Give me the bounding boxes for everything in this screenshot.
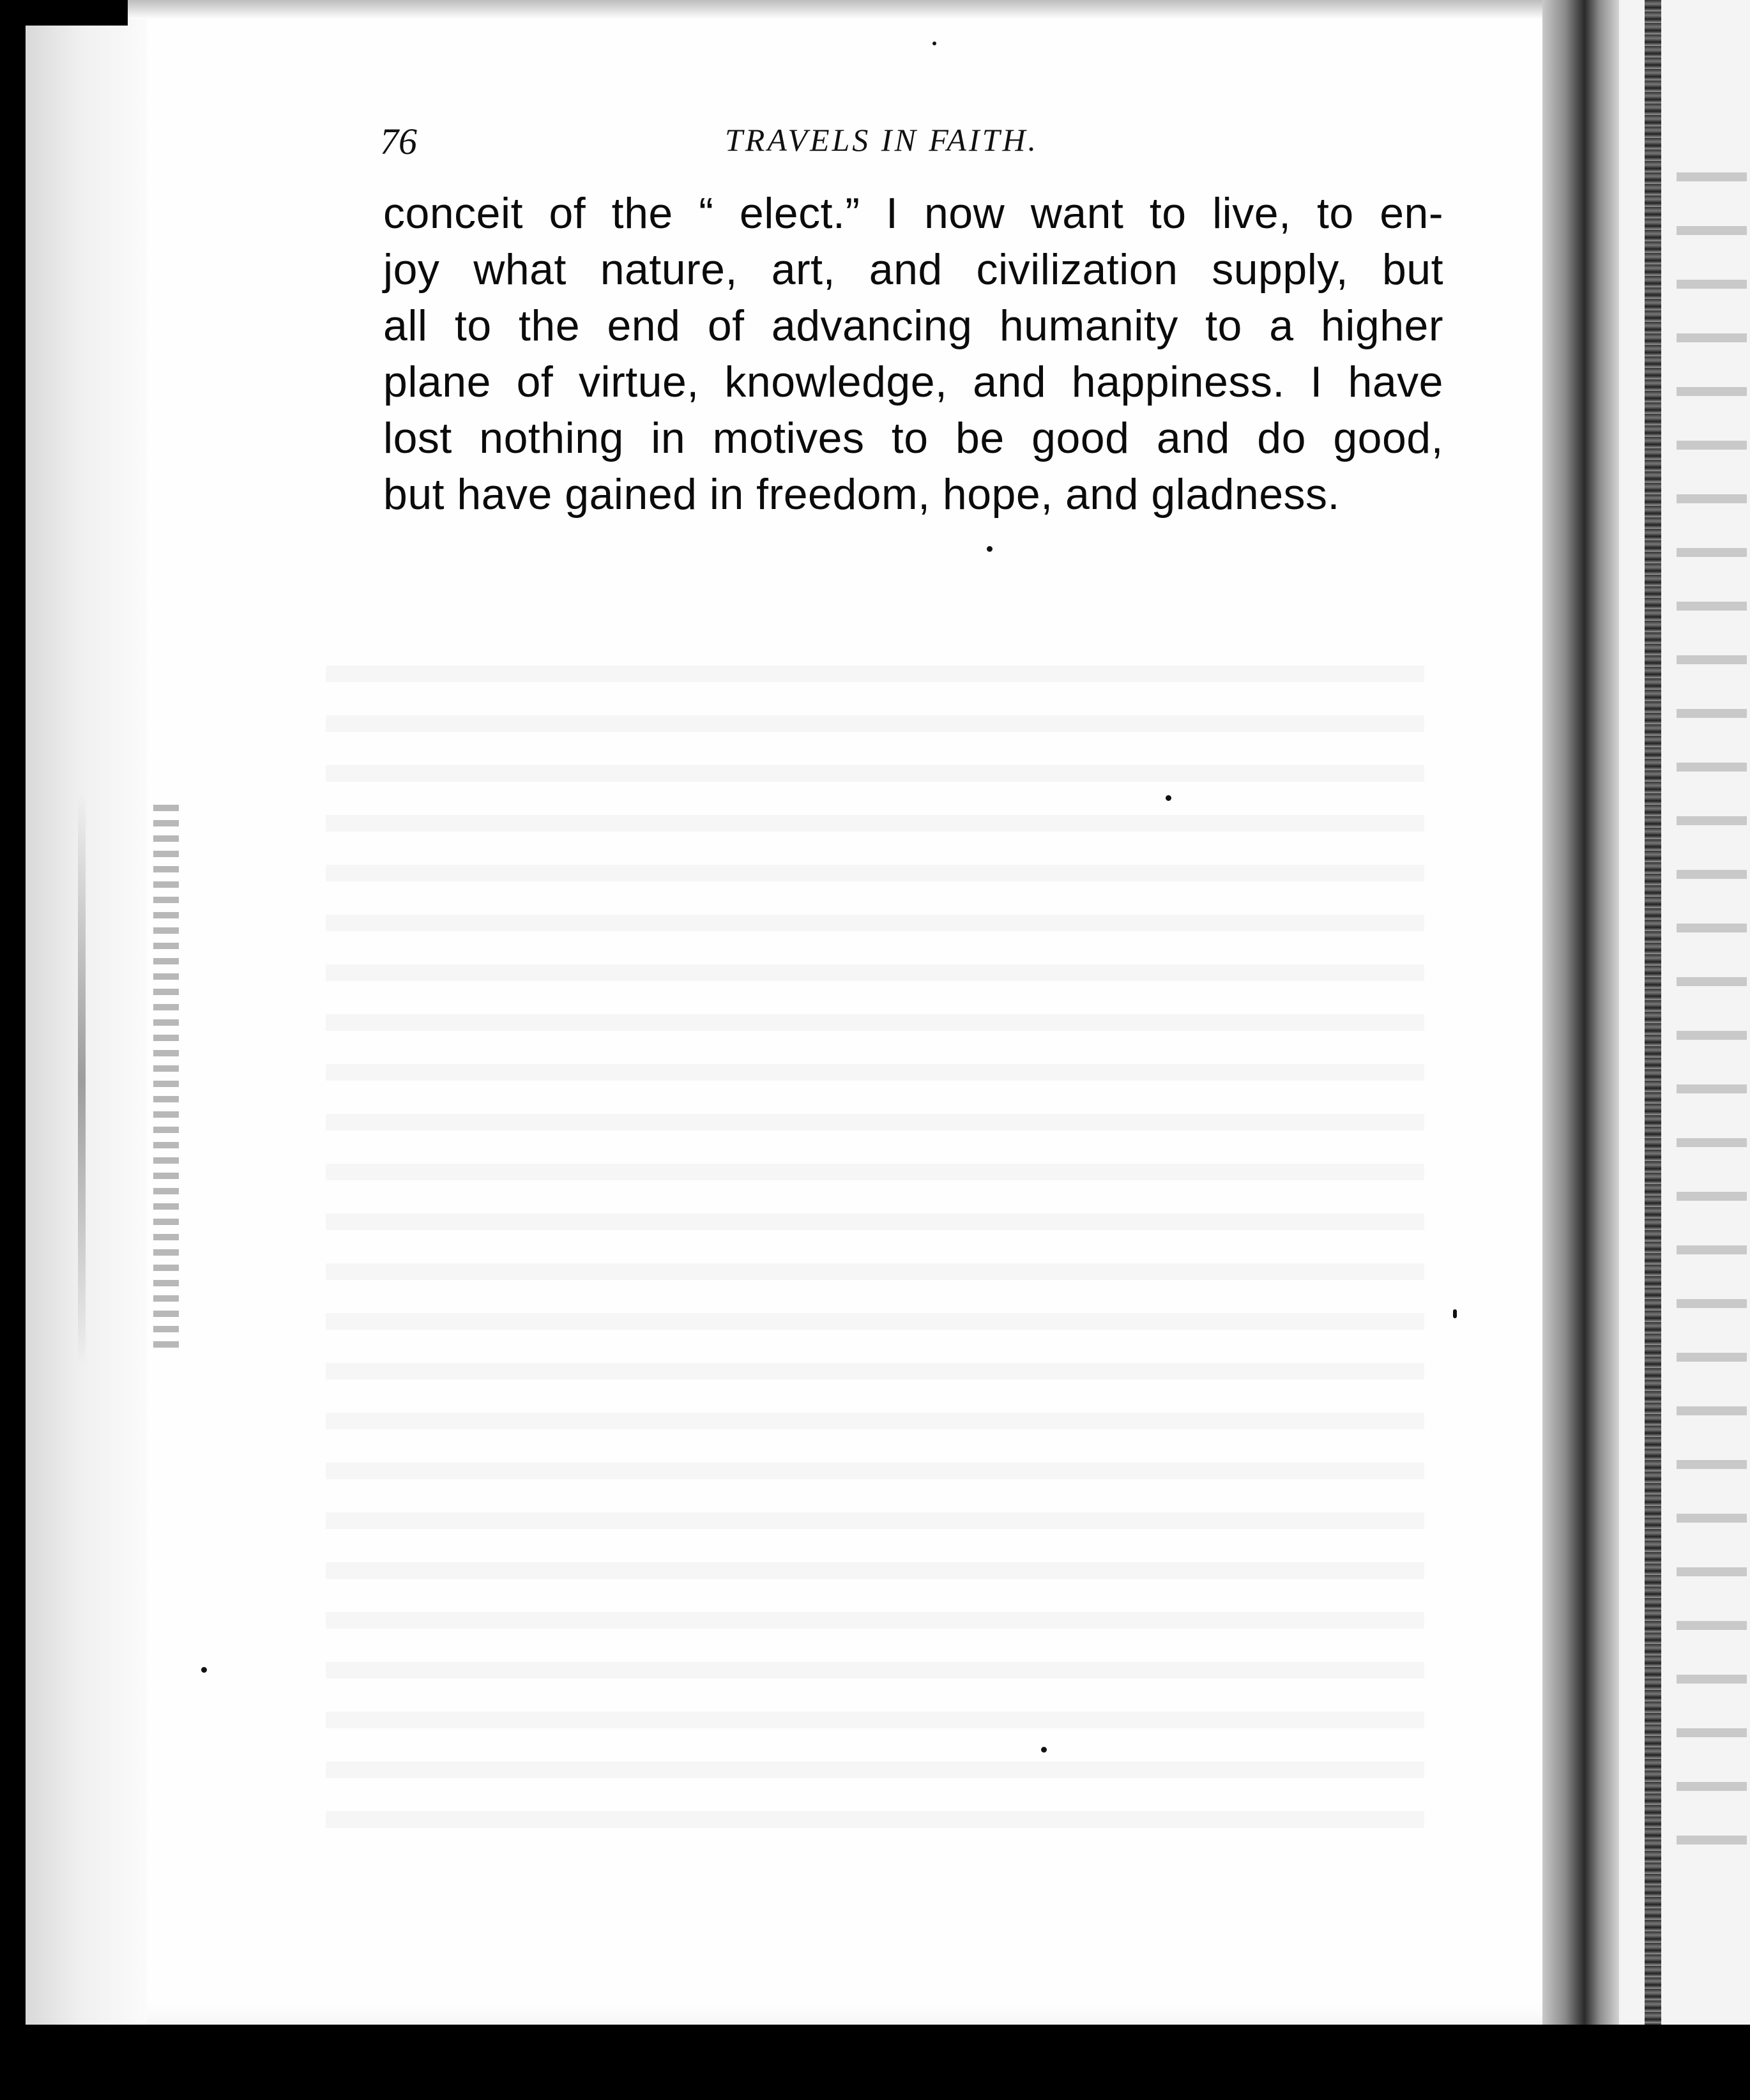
bleed-through-text bbox=[326, 632, 1424, 1846]
text-line: lost nothing in motives to be good and do good, bbox=[383, 414, 1443, 462]
body-paragraph bbox=[383, 185, 1443, 522]
facing-page-text-fragments bbox=[1677, 128, 1747, 1852]
scan-speck bbox=[1041, 1747, 1047, 1753]
facing-page-edge bbox=[1645, 0, 1661, 2025]
text-line: plane of virtue, knowledge, and happiness. I have bbox=[383, 358, 1443, 406]
text-line: conceit of the “ elect.” I now want to live, to en- bbox=[383, 189, 1443, 238]
spine-stamp-mark bbox=[153, 805, 179, 1348]
text-line: but have gained in freedom, hope, and gladness. bbox=[383, 470, 1340, 519]
scan-speck bbox=[1166, 795, 1171, 801]
page-gutter bbox=[1542, 0, 1619, 2025]
spine-shadow-line bbox=[78, 792, 86, 1367]
page-binding-shadow bbox=[26, 0, 147, 2025]
running-header bbox=[380, 109, 1466, 172]
scan-corner bbox=[0, 0, 128, 26]
text-line: all to the end of advancing humanity to a higher bbox=[383, 301, 1443, 350]
scan-speck bbox=[1453, 1309, 1457, 1318]
text-line: joy what nature, art, and civilization supply, but bbox=[383, 245, 1443, 294]
running-title: TRAVELS IN FAITH. bbox=[725, 122, 1039, 158]
page-number: 76 bbox=[380, 121, 417, 162]
scan-speck bbox=[932, 42, 936, 45]
scan-bottom-border bbox=[0, 2025, 1750, 2100]
scan-speck bbox=[201, 1667, 207, 1673]
page-top-edge bbox=[26, 0, 1571, 19]
scan-speck bbox=[987, 546, 993, 552]
